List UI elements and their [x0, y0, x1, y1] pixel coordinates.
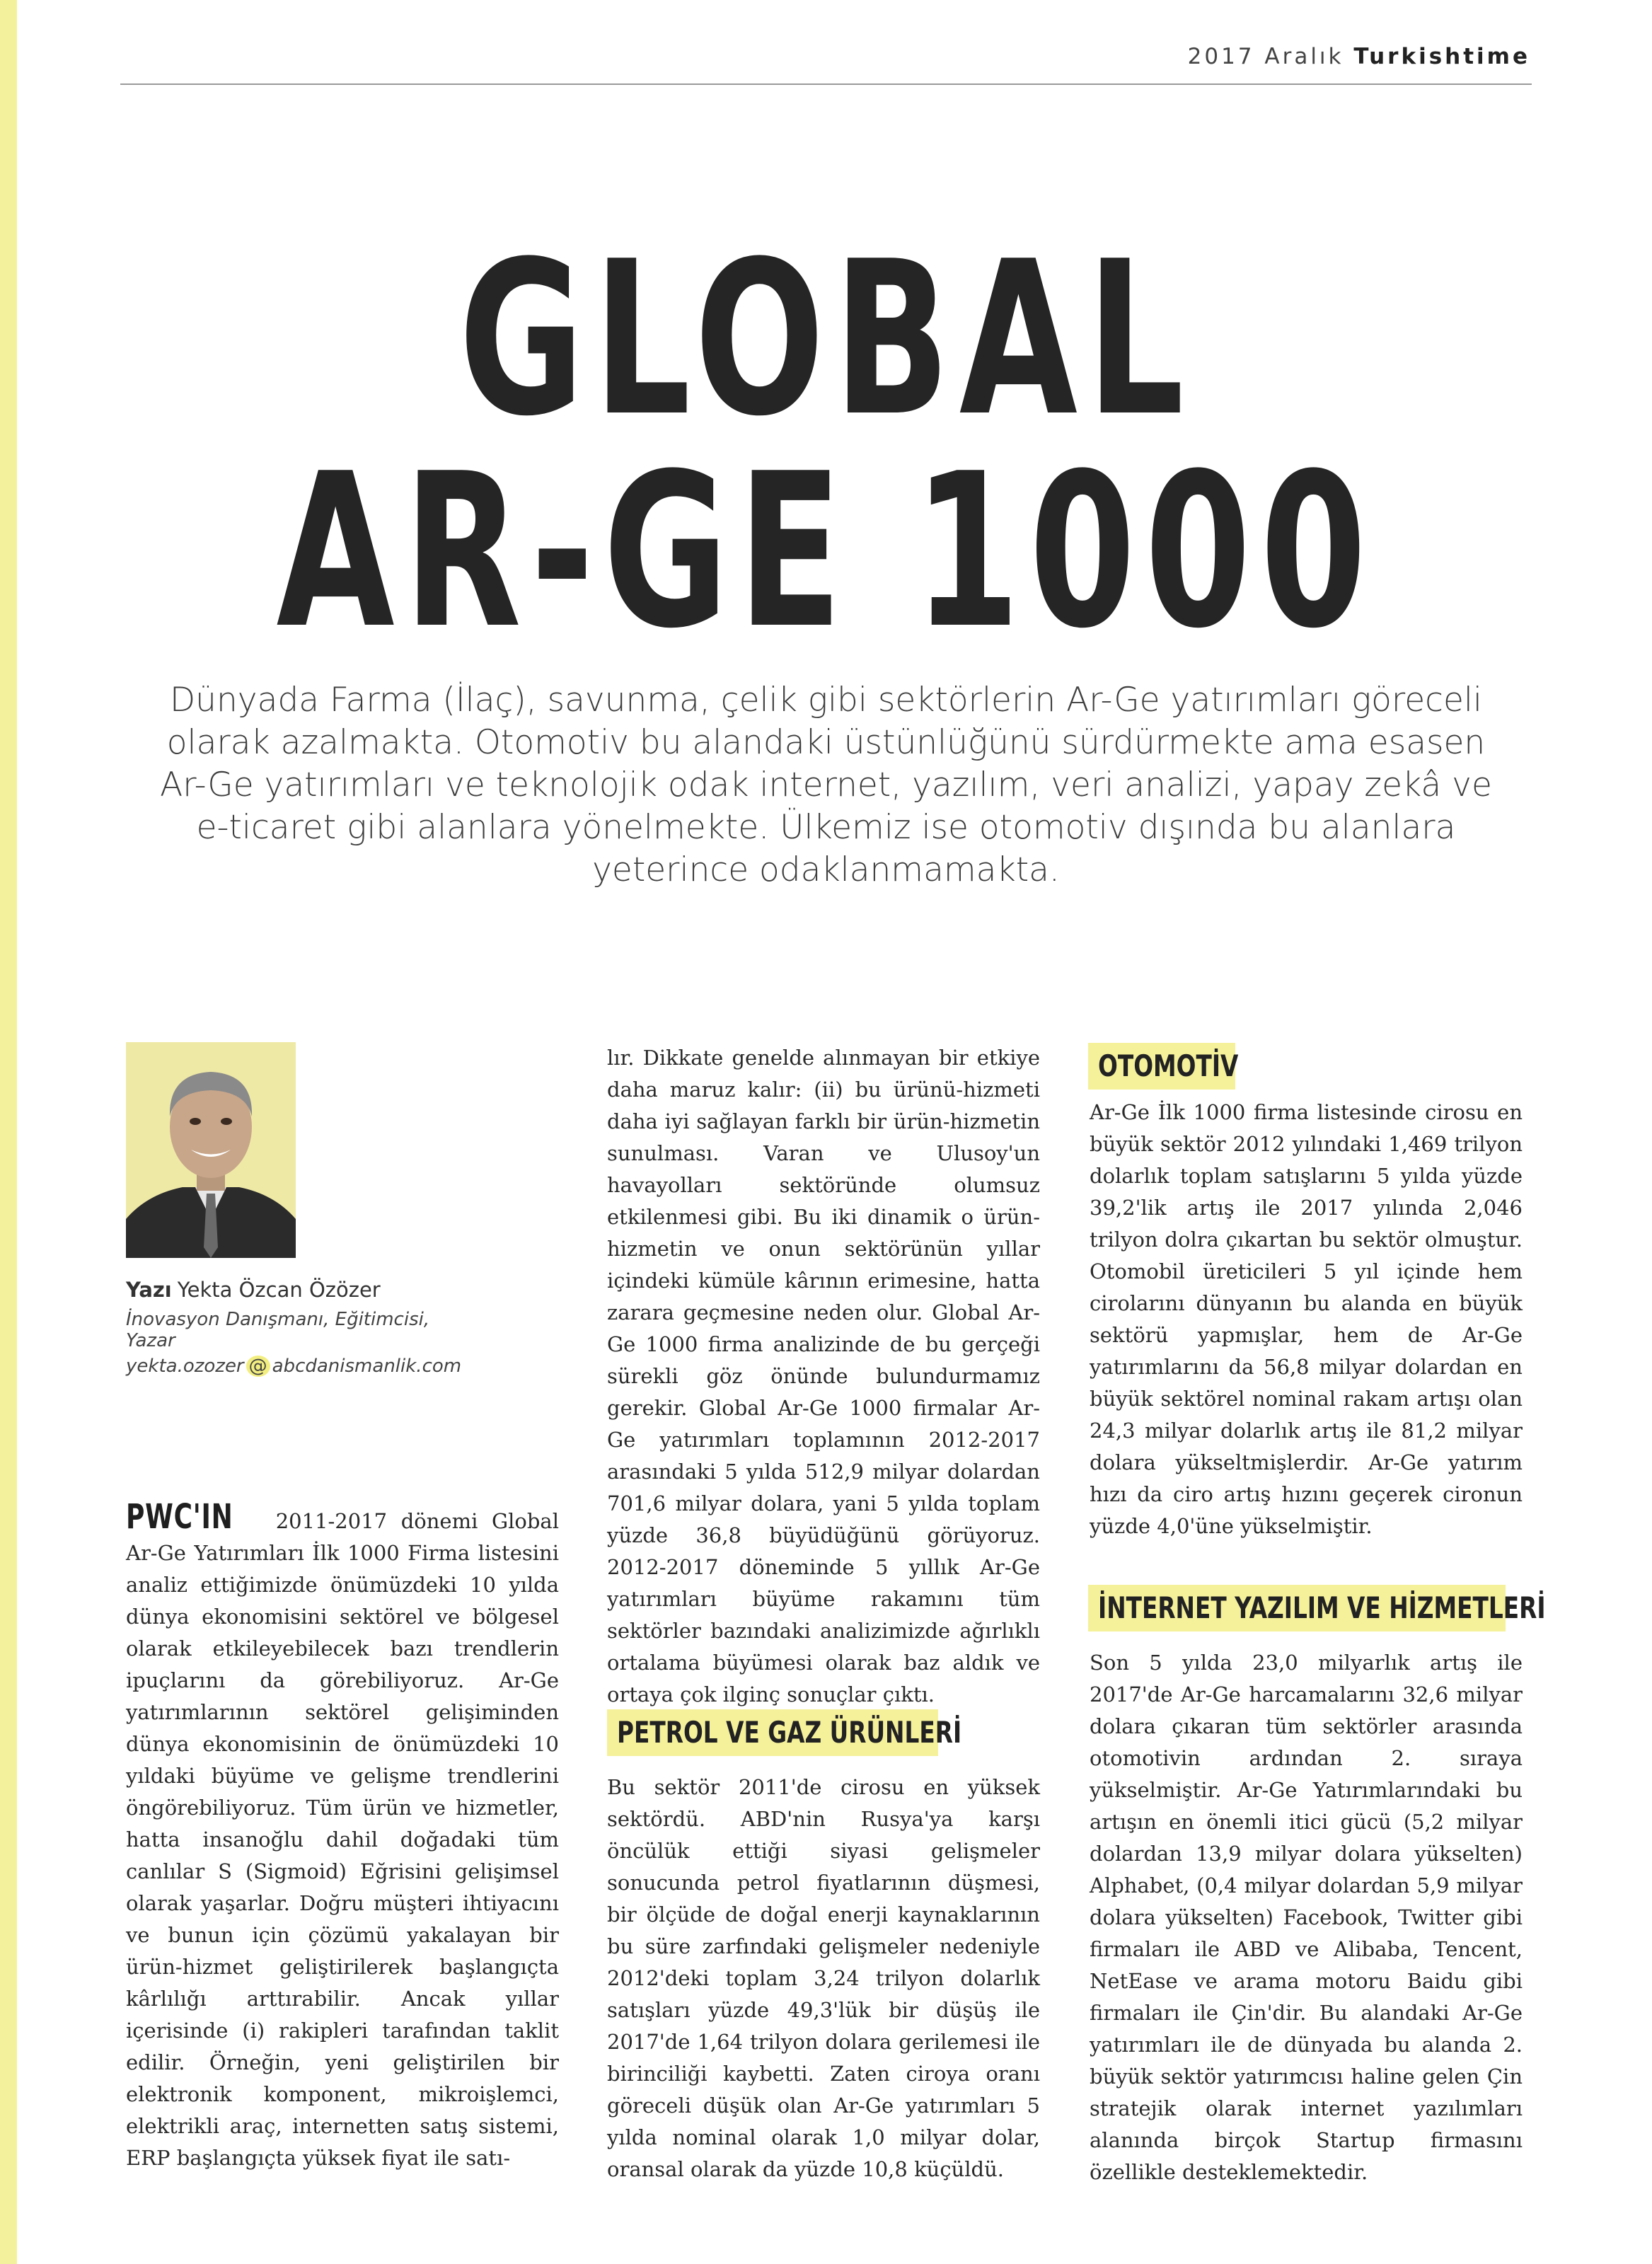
column-continued [607, 1042, 1040, 1711]
email-user: yekta.ozozer [126, 1356, 244, 1377]
email-domain: abcdanismanlik.com [272, 1356, 462, 1377]
header-brand: Turkishtime [1353, 44, 1530, 69]
continued-paragraph: lır. Dikkate genelde alınmayan bir etkiye daha maruz kalır: (ii) bu ürünü-hizmeti daha iyi sağlayan farklı bir ürün-hizmetin sunulması. Varan ve Ulusoy'un havayolları sektöründe olumsuz etkilenmesi gibi. Bu iki dinamik o ürün-hizmetin ve onun sektörünün yıllar içindeki kümüle kârının erimesine, hatta zarara geçmesine neden olur. Global Ar-Ge 1000 firma analizinde de bu gerçeği sürekli göz önünde bulundurmamız gerekir. Global Ar-Ge 1000 firmalar Ar-Ge yatırımları toplamının 2012-2017 arasındaki 5 yılda 512,9 milyar dolardan 701,6 milyar dolara, yani 5 yılda toplam yüzde 36,8 büyüdüğünü görüyoruz. 2012-2017 döneminde 5 yıllık Ar-Ge yatırımları büyüme rakamını tüm sektörler bazındaki analizimizde ağırlıklı ortalama büyümesi olarak baz aldık ve ortaya çok ilginç sonuçlar çıktı. [607, 1046, 1040, 1706]
author-byline [126, 1278, 480, 1377]
intro-paragraph: 2011-2017 dönemi Global Ar-Ge Yatırımları İlk 1000 Firma listesini analiz ettiğimizde önümüzdeki 10 yılda dünya ekonomisini sektörel ve bölgesel olarak etkileyebilecek bazı trendlerin ipuçlarını da görebiliyoruz. Ar-Ge yatırımlarının sektörel gelişiminden dünya ekonomisinin de önümüzdeki 10 yıldaki büyüme ve gelişme trendlerini öngörebiliyoruz. Tüm ürün ve hizmetler, hatta insanoğlu dahil doğadaki tüm canlılar S (Sigmoid) Eğrisini gelişimsel olarak yaşarlar. Doğru müşteri ihtiyacını ve bunun için çözümü yakalayan bir ürün-hizmet geliştirilerek başlangıçta kârlılığı arttırabilir. Ancak yıllar içerisinde (i) rakipleri tarafından taklit edilir. Örneğin, yeni geliştirilen bir elektronik komponent, mikroişlemci, elektrikli araç, internetten satış sistemi, ERP başlangıçta yüksek fiyat ile satı- [126, 1509, 559, 2170]
header-issue: 2017 Aralık [1187, 44, 1344, 69]
section-heading-petrol: PETROL VE GAZ ÜRÜNLERİ [607, 1709, 938, 1756]
article-title [231, 216, 1421, 675]
header-rule [120, 83, 1532, 85]
section-body-otomotiv: Ar-Ge İlk 1000 firma listesinde cirosu en büyük sektör 2012 yılındaki 1,469 trilyon dolarlık toplam satışlarını 5 yılda yüzde 39,2'lik artış ile 2017 yılında 2,046 trilyon dolra çıkartan bu sektör olmuştur. Otomobil üreticileri 5 yıl içinde hem cirolarını dünyanın bu alanda en büyük sektörü yapmışlar, hem de Ar-Ge yatırımlarını da 56,8 milyar dolardan en büyük sektörel nominal rakam artışı olan 24,3 milyar dolarlık artış ile 81,2 milyar dolara yükseltmişlerdir. Ar-Ge yatırım hızı da ciro artış hızını geçerek cironun yüzde 4,0'üne yükselmiştir. [1090, 1100, 1523, 1538]
at-sign-icon: @ [246, 1356, 270, 1377]
author-role: İnovasyon Danışmanı, Eğitimcisi, Yazar [126, 1309, 430, 1351]
page-edge-strip [0, 0, 17, 2264]
byline-label: Yazı [126, 1278, 172, 1302]
running-header [1188, 44, 1530, 69]
author-name: Yekta Özcan Özözer [177, 1278, 381, 1302]
column-intro [126, 1497, 559, 2174]
title-line-2: AR-GE 1000 [276, 428, 1376, 675]
author-portrait-illustration [126, 1042, 296, 1258]
section-body-internet: Son 5 yılda 23,0 milyarlık artış ile 2017'de Ar-Ge harcamalarını 32,6 milyar dolara çıkaran tüm sektörler arasında otomotivin ardından 2. sıraya yükselmiştir. Ar-Ge Yatırımlarındaki bu artışın en önemli itici gücü (5,2 milyar dolardan 13,9 milyar dolara yükselten) Alphabet, (0,4 milyar dolardan 5,9 milyar dolara yükselten) Facebook, Twitter gibi firmaları ile ABD ve Alibaba, Tencent, NetEase ve arama motoru Baidu gibi firmaları ile Çin'dir. Bu alandaki Ar-Ge yatırımları ile de dünyada bu alanda 2. büyük sektör yatırımcısı haline gelen Çin stratejik olarak internet yazılımları alanında birçok Startup firmasını özellikle desteklemektedir. [1090, 1651, 1523, 2184]
article-lede: Dünyada Farma (İlaç), savunma, çelik gibi sektörlerin Ar-Ge yatırımları göreceli olarak azalmakta. Otomotiv bu alandaki üstünlüğünü sürdürmekte ama esasen Ar-Ge yatırımları ve teknolojik odak internet, yazılım, veri analizi, yapay zekâ ve e-ticaret gibi alanlara yönelmekte. Ülkemiz ise otomotiv dışında bu alanlara yeterince odaklanmamakta. [160, 681, 1492, 889]
title-line-1: GLOBAL [458, 216, 1194, 463]
section-heading-internet: İNTERNET YAZILIM VE HİZMETLERİ [1088, 1585, 1506, 1631]
section-heading-otomotiv: OTOMOTİV [1088, 1043, 1235, 1090]
author-photo [126, 1042, 296, 1258]
section-body-petrol: Bu sektör 2011'de cirosu en yüksek sektördü. ABD'nin Rusya'ya karşı öncülük ettiği siyasi gelişmeler sonucunda petrol fiyatlarının düşmesi, bir ölçüde de doğal enerji kaynaklarının bu süre zarfındaki gelişmeler nedeniyle 2012'deki toplam 3,24 trilyon dolarlık satışları yüzde 49,3'lük bir düşüş ile 2017'de 1,64 trilyon dolara gerilemesi ile birinciliği kaybetti. Zaten ciroya oranı göreceli düşük olan Ar-Ge yatırımları 5 yılda nominal olarak 1,0 milyar dolar, oransal olarak da yüzde 10,8 küçüldü. [607, 1775, 1040, 2181]
author-email[interactable] [126, 1356, 480, 1377]
dropcap-lead: PWC'IN [126, 1497, 233, 1537]
